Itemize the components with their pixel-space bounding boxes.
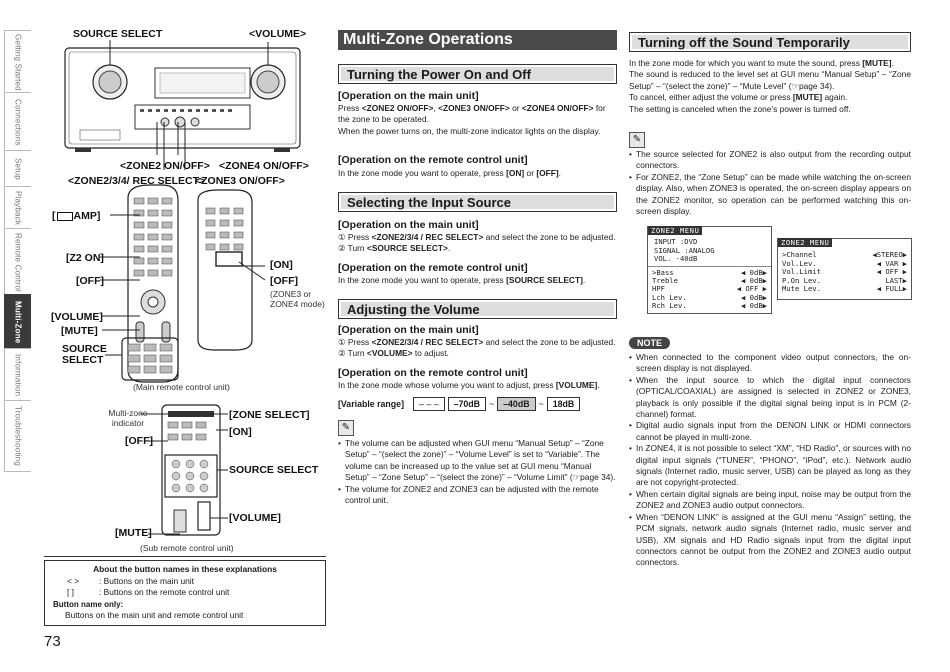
label-zone3-mode-note: (ZONE3 or ZONE4 mode) bbox=[270, 289, 325, 309]
label-off: [OFF] bbox=[76, 275, 104, 287]
volume-remote-heading: [Operation on the remote control unit] bbox=[338, 367, 528, 379]
tab-connections[interactable]: Connections bbox=[4, 92, 31, 152]
osd1-row: >Bass ◀ 0dB▶ bbox=[652, 267, 767, 277]
power-remote-heading: [Operation on the remote control unit] bbox=[338, 154, 528, 166]
heading-volume: Adjusting the Volume bbox=[338, 299, 617, 319]
explanation-remote: : Buttons on the remote control unit bbox=[99, 587, 230, 597]
variable-range bbox=[338, 397, 580, 411]
tab-setup[interactable]: Setup bbox=[4, 150, 31, 188]
label-zone4-onoff: <ZONE4 ON/OFF> bbox=[219, 160, 309, 172]
label-multizone-indicator: Multi-zone indicator bbox=[108, 408, 148, 428]
volume-main-text: ① Press <ZONE2/3/4 / REC SELECT> and select the zone to be adjusted. ② Turn <VOLUME> to adjust. bbox=[338, 337, 616, 359]
label-on-sub: [ON] bbox=[229, 426, 252, 438]
side-tabs bbox=[0, 30, 30, 470]
input-main-heading: [Operation on the main unit] bbox=[338, 219, 479, 231]
osd1-row: Rch Lev. ◀ 0dB▶ bbox=[652, 301, 767, 311]
page-title: Multi-Zone Operations bbox=[338, 30, 617, 50]
osd1-line: SIGNAL :ANALOG bbox=[654, 245, 715, 255]
osd2-row: >Channel ◀STEREO▶ bbox=[782, 250, 907, 260]
osd2-row: P.On Lev. LAST▶ bbox=[782, 275, 907, 285]
symbol-main: < > bbox=[67, 575, 80, 586]
page-number: 73 bbox=[44, 633, 61, 650]
label-zone2-onoff: <ZONE2 ON/OFF> bbox=[120, 160, 210, 172]
variable-range-label: [Variable range] bbox=[338, 399, 405, 409]
osd2-title: ZONE2 MENU bbox=[778, 238, 832, 247]
notes-list bbox=[629, 352, 911, 569]
zone2-menu-osd-2 bbox=[777, 238, 912, 300]
label-off-zoom: [OFF] bbox=[270, 275, 298, 287]
input-remote-heading: [Operation on the remote control unit] bbox=[338, 262, 528, 274]
list-item: • When “DENON LINK” is assigned at the GUI menu “Assign” setting, the PCM signals, network audio signals (Internet radio, music server and USB), XM signals and HD Radio signals input from the digital input connectors cannot be output from the ZONE2 and ZONE3 audio output connectors. bbox=[629, 512, 911, 569]
caption-sub-remote: (Sub remote control unit) bbox=[140, 543, 234, 553]
list-item: • Digital audio signals input from the DENON LINK or HDMI connectors cannot be played in multi-zone. bbox=[629, 420, 911, 443]
list-item: • For ZONE2, the “Zone Setup” can be made while watching the on-screen display. Also, when ZONE3 is operated, the on-screen display appears on the ZONE2 monitor, so operation can be performed watching this on-screen display. bbox=[629, 172, 911, 218]
volume-remote-text: In the zone mode whose volume you want to adjust, press [VOLUME]. bbox=[338, 380, 600, 390]
explanation-name-only: Buttons on the main unit and remote control unit bbox=[65, 610, 244, 620]
amp-icon bbox=[57, 212, 73, 221]
label-zone-select: [ZONE SELECT] bbox=[229, 409, 310, 421]
range-min: –70dB bbox=[448, 397, 486, 411]
label-source-select-sub: SOURCE SELECT bbox=[229, 464, 319, 476]
input-main-text: ① Press <ZONE2/3/4 / REC SELECT> and select the zone to be adjusted. ② Turn <SOURCE SELECT>. bbox=[338, 232, 616, 254]
osd1-line: VOL. -40dB bbox=[654, 254, 698, 264]
label-volume-sub: [VOLUME] bbox=[229, 512, 281, 524]
osd1-row: HPF ◀ OFF ▶ bbox=[652, 284, 767, 294]
list-item: • When the input source to which the digital input connectors (OPTICAL/COAXIAL) are assigned is selected in ZONE2 or ZONE3, playback is only possible if the digital signal being input is in PCM (2-channel) format. bbox=[629, 375, 911, 421]
heading-mute: Turning off the Sound Temporarily bbox=[629, 32, 911, 52]
osd1-line: INPUT :DVD bbox=[654, 237, 698, 247]
osd2-row: Vol.Lev. ◀ VAR ▶ bbox=[782, 258, 907, 268]
button-name-explanation-box bbox=[44, 560, 326, 626]
list-item: • The volume for ZONE2 and ZONE3 can be adjusted with the remote control unit. bbox=[338, 484, 617, 507]
pencil-icon: ✎ bbox=[338, 420, 354, 436]
tab-troubleshooting[interactable]: Troubleshooting bbox=[4, 400, 31, 472]
label-zone3-onoff: <ZONE3 ON/OFF> bbox=[195, 175, 285, 187]
osd1-row: Treble ◀ 0dB▶ bbox=[652, 276, 767, 286]
list-item: • In ZONE4, it is not possible to select “XM”, “HD Radio”, or sources with no digital input signals (“TUNER”, “PHONO”, “iPod”, etc.). Network audio signals (Internet radio, music server, USB) can be played as long as they are not copyright-protected. bbox=[629, 443, 911, 489]
tab-playback[interactable]: Playback bbox=[4, 186, 31, 230]
power-main-heading: [Operation on the main unit] bbox=[338, 90, 479, 102]
mute-notes bbox=[629, 149, 911, 217]
power-remote-text: In the zone mode you want to operate, press [ON] or [OFF]. bbox=[338, 168, 561, 178]
range-max: 18dB bbox=[547, 397, 581, 411]
divider bbox=[44, 556, 326, 557]
remote-zoom-illustration bbox=[198, 190, 265, 350]
tab-multi-zone[interactable]: Multi-Zone bbox=[4, 294, 31, 350]
tab-remote-control[interactable]: Remote Control bbox=[4, 228, 31, 296]
label-on-zoom: [ON] bbox=[270, 259, 293, 271]
osd1-title: ZONE2 MENU bbox=[648, 226, 702, 235]
label-off-sub: [OFF] bbox=[125, 435, 153, 447]
list-item: • The volume can be adjusted when GUI menu “Manual Setup” – “Zone Setup” – “(select the zone)” – “Volume Level” is set to “Variable”. The volume can be increased up to the value set at GUI menu “Manual Setup” – “Zone Setup” – “(select the zone)” – “Volume Limit” (☞page 34). bbox=[338, 438, 617, 484]
explanation-main: : Buttons on the main unit bbox=[99, 575, 194, 586]
list-item: • When connected to the component video output connectors, the on-screen display is not displayed. bbox=[629, 352, 911, 375]
explanation-title: About the button names in these explanations bbox=[93, 564, 277, 574]
label-volume-remote: [VOLUME] bbox=[51, 311, 103, 323]
osd1-row: Lch Lev. ◀ 0dB▶ bbox=[652, 292, 767, 302]
volume-main-heading: [Operation on the main unit] bbox=[338, 324, 479, 336]
range-sep-1: ~ bbox=[489, 399, 495, 409]
list-item: • The source selected for ZONE2 is also output from the recording output connectors. bbox=[629, 149, 911, 172]
label-z2-on: [Z2 ON] bbox=[66, 252, 104, 264]
input-remote-text: In the zone mode you want to operate, press [SOURCE SELECT]. bbox=[338, 275, 586, 285]
label-mute-sub: [MUTE] bbox=[115, 527, 152, 539]
range-default: –40dB bbox=[497, 397, 535, 411]
receiver-front-panel bbox=[65, 40, 300, 170]
label-source-select-main: SOURCE SELECT bbox=[73, 28, 163, 40]
power-main-text: Press <ZONE2 ON/OFF>, <ZONE3 ON/OFF> or <ZONE4 ON/OFF> for the zone to be operated. When the power turns on, the multi-zone indicator lights on the display. bbox=[338, 103, 606, 136]
main-remote-illustration bbox=[100, 185, 178, 382]
range-dash: – – – bbox=[413, 397, 445, 411]
list-item: • When certain digital signals are being input, noise may be output from the ZONE2 and ZONE3 audio output connectors. bbox=[629, 489, 911, 512]
label-zone234-rec: <ZONE2/3/4/ REC SELECT> bbox=[68, 175, 206, 187]
caption-main-remote: (Main remote control unit) bbox=[133, 382, 230, 392]
range-sep-2: ~ bbox=[538, 399, 544, 409]
label-volume-main: <VOLUME> bbox=[249, 28, 307, 40]
tab-information[interactable]: Information bbox=[4, 348, 31, 402]
zone2-menu-osd-1 bbox=[647, 226, 772, 314]
heading-input-source: Selecting the Input Source bbox=[338, 192, 617, 212]
symbol-remote: [ ] bbox=[67, 587, 74, 597]
label-mute-remote: [MUTE] bbox=[61, 325, 98, 337]
osd2-row: Vol.Limit ◀ OFF ▶ bbox=[782, 267, 907, 277]
label-source-select-remote: SOURCE SELECT bbox=[62, 343, 107, 366]
explanation-name-only-head: Button name only: bbox=[53, 599, 124, 609]
label-amp: [ AMP] bbox=[52, 210, 101, 222]
mute-text: In the zone mode for which you want to mute the sound, press [MUTE]. The sound is reduced to the level set at GUI menu “Manual Setup” – “Zone Setup” – “(select the zone)” – “Mute Level” (☞page 34). To cancel, either adjust the volume or press [MUTE] again. The setting is canceled when the zone's power is turned off. bbox=[629, 58, 911, 114]
heading-power: Turning the Power On and Off bbox=[338, 64, 617, 84]
volume-notes bbox=[338, 438, 617, 506]
pencil-icon: ✎ bbox=[629, 132, 645, 148]
tab-getting-started[interactable]: Getting Started bbox=[4, 30, 31, 94]
osd2-row: Mute Lev. ◀ FULL▶ bbox=[782, 284, 907, 294]
note-badge: NOTE bbox=[629, 337, 670, 349]
